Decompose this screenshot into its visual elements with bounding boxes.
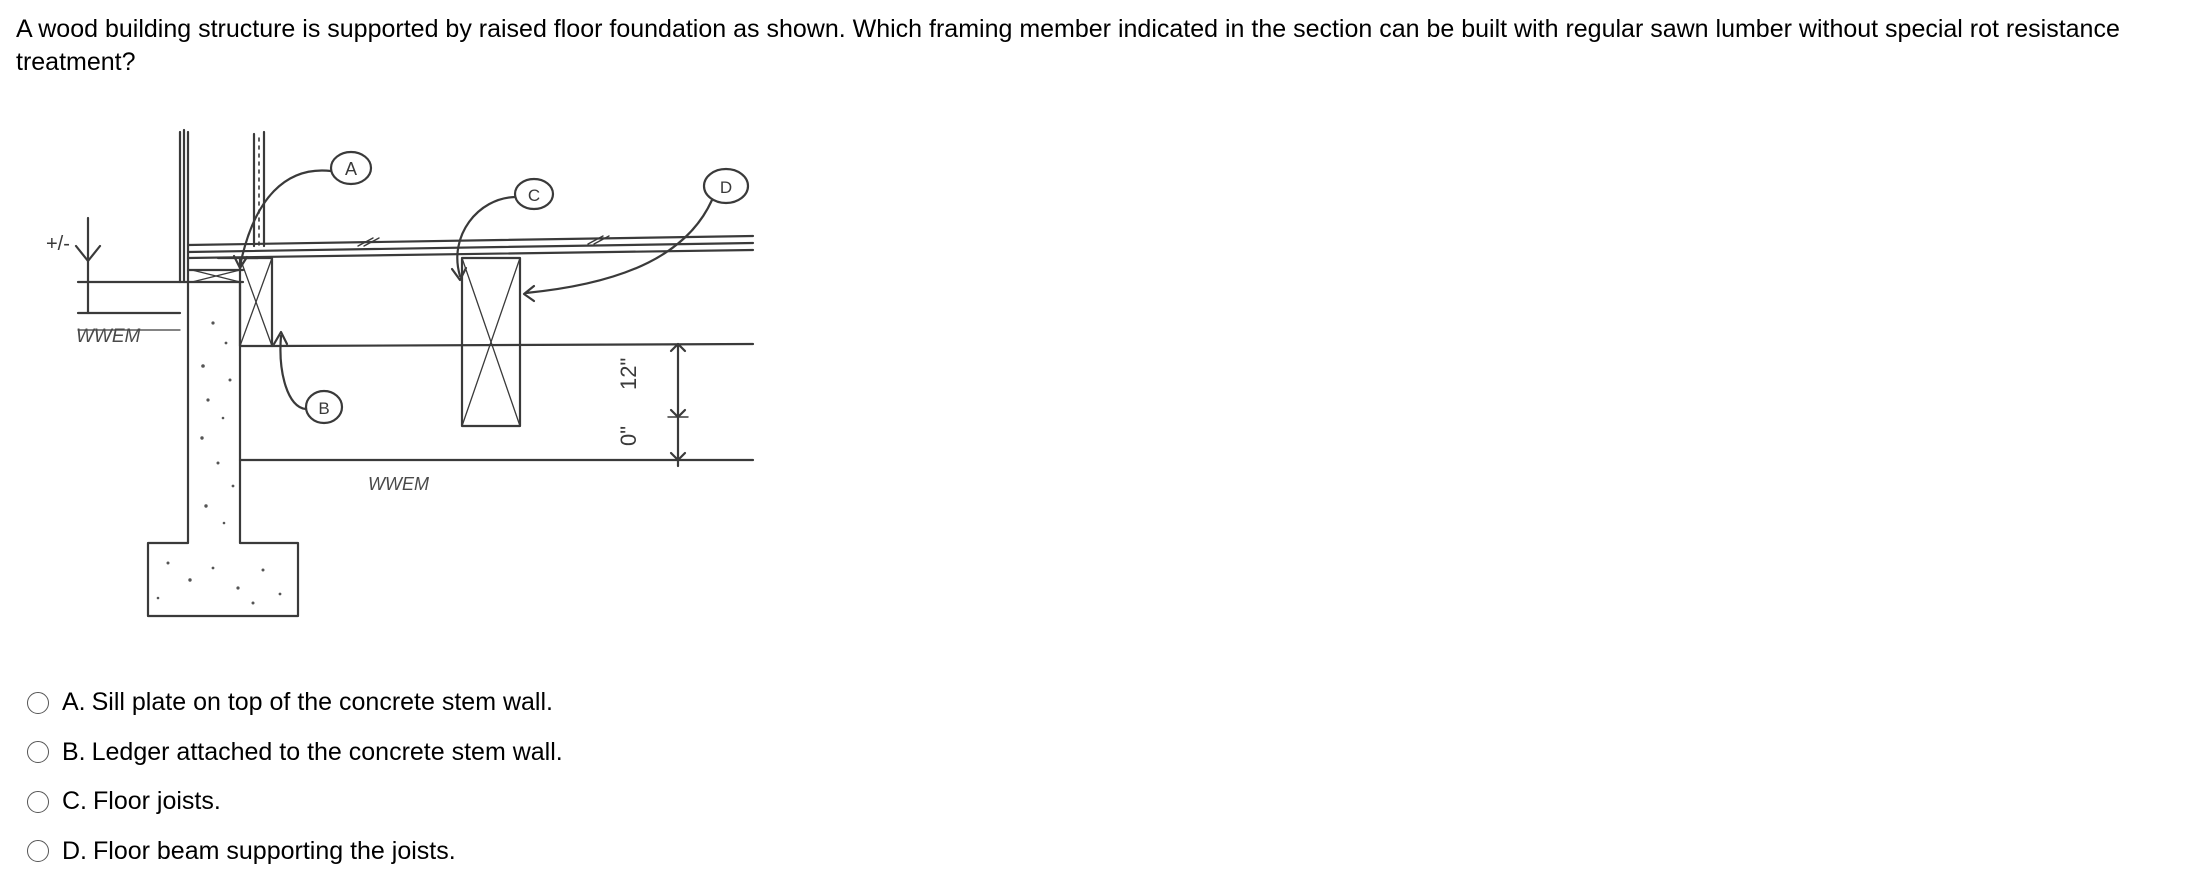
ledger xyxy=(240,258,272,346)
dimension-lower: 0" xyxy=(616,425,641,446)
radio-button-a[interactable] xyxy=(27,692,49,714)
callout-d xyxy=(524,169,748,301)
callout-c xyxy=(452,179,553,280)
question-text: A wood building structure is supported by raised floor foundation as shown. Which framing member indicated in the section can be built with regular sawn lumber without special rot resistance treatment? xyxy=(16,15,2120,76)
sill-plate xyxy=(188,270,243,282)
grade-label-exterior: WWEM xyxy=(76,326,141,347)
choice-b-text: Ledger attached to the concrete stem wall. xyxy=(91,737,563,766)
grade-crawlspace xyxy=(240,460,753,494)
floor-beam xyxy=(462,258,520,426)
dimension-upper: 12" xyxy=(616,357,641,390)
section-sketch xyxy=(28,118,768,638)
callout-b-label: B xyxy=(318,399,330,418)
grade-label-crawlspace: WWEM xyxy=(368,474,429,494)
callout-d-label: D xyxy=(719,178,733,197)
choice-a-text: Sill plate on top of the concrete stem wall. xyxy=(91,688,553,717)
choice-c-text: Floor joists. xyxy=(93,787,221,816)
exterior-wall xyxy=(180,130,188,282)
choice-d-text: Floor beam supporting the joists. xyxy=(93,836,456,865)
grade-left xyxy=(76,313,180,347)
foundation-section-drawing xyxy=(28,118,768,638)
callout-a-label: A xyxy=(344,159,358,179)
radio-button-d[interactable] xyxy=(27,840,49,862)
choice-c-letter: C. xyxy=(62,787,87,816)
elevation-marker xyxy=(46,218,100,313)
radio-button-b[interactable] xyxy=(27,741,49,763)
choice-d[interactable] xyxy=(27,827,563,877)
choice-c[interactable] xyxy=(27,777,563,827)
choice-b-letter: B. xyxy=(62,737,86,766)
answer-choices xyxy=(27,678,563,876)
choice-a[interactable] xyxy=(27,678,563,728)
choice-d-letter: D. xyxy=(62,836,87,865)
elevation-mark-text: +/- xyxy=(46,233,70,255)
concrete-stem-wall xyxy=(148,282,298,616)
choice-a-letter: A. xyxy=(62,688,86,717)
choice-b[interactable] xyxy=(27,728,563,778)
subfloor xyxy=(188,236,753,258)
interior-wall xyxy=(254,132,264,246)
callout-c-label: C xyxy=(527,186,541,205)
radio-button-c[interactable] xyxy=(27,791,49,813)
dimension-string xyxy=(616,344,688,466)
